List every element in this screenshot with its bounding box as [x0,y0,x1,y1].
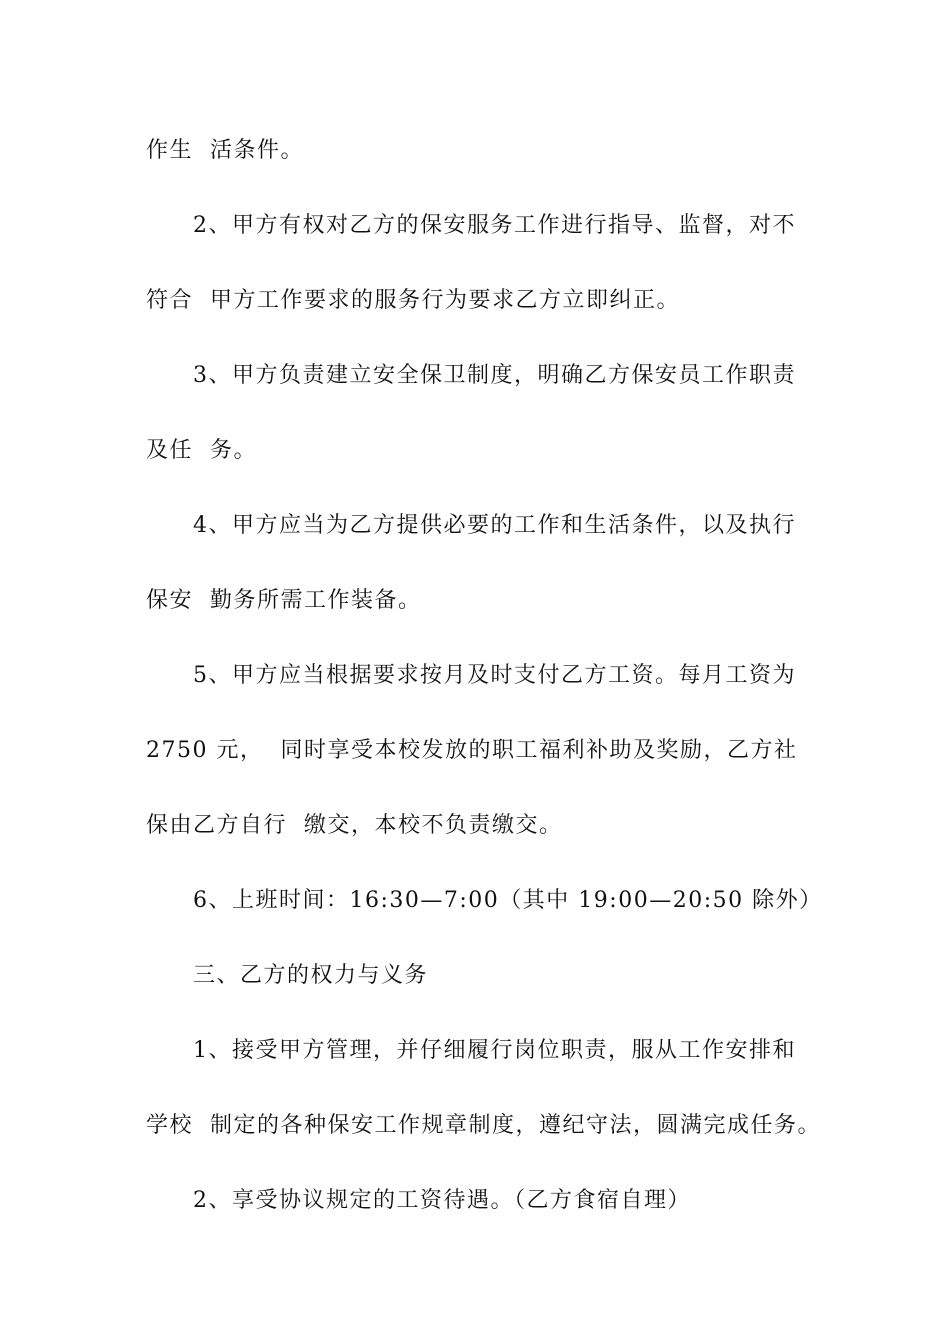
text-line-15: 2、享受协议规定的工资待遇。（乙方食宿自理） [193,1188,691,1213]
text-line-9: 2750 元， 同时享受本校发放的职工福利补助及奖励，乙方社 [146,738,798,763]
text-line-5: 及任 务。 [146,438,257,463]
text-line-10: 保由乙方自行 缴交，本校不负责缴交。 [146,813,563,838]
text-line-8: 5、甲方应当根据要求按月及时支付乙方工资。每月工资为 [193,663,796,688]
text-line-3: 符合 甲方工作要求的服务行为要求乙方立即纠正。 [146,288,680,313]
section-heading: 三、乙方的权力与义务 [193,963,429,988]
text-line-11: 6、上班时间：16:30—7:00（其中 19:00—20:50 除外） [193,888,823,913]
text-line-14: 学校 制定的各种保安工作规章制度，遵纪守法，圆满完成任务。 [146,1113,821,1138]
text-line-13: 1、接受甲方管理，并仔细履行岗位职责，服从工作安排和 [193,1038,796,1063]
text-line-6: 4、甲方应当为乙方提供必要的工作和生活条件，以及执行 [193,513,796,538]
text-line-4: 3、甲方负责建立安全保卫制度，明确乙方保安员工作职责 [193,363,796,388]
text-line-7: 保安 勤务所需工作装备。 [146,588,422,613]
text-line-1: 作生 活条件。 [146,138,304,163]
text-line-2: 2、甲方有权对乙方的保安服务工作进行指导、监督，对不 [193,213,796,238]
